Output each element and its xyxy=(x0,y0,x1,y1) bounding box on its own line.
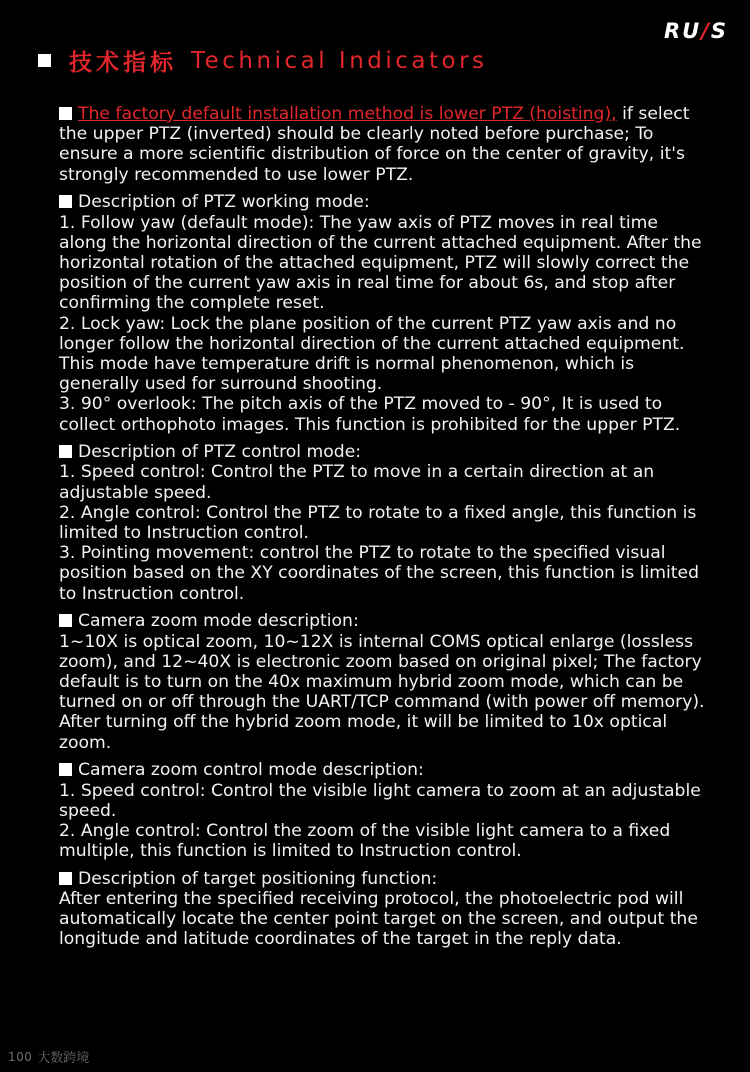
section-ptz-working-mode xyxy=(59,192,709,434)
section-heading: Camera zoom control mode description: xyxy=(59,760,709,780)
section-heading: Description of PTZ control mode: xyxy=(59,442,709,462)
section-camera-zoom-control xyxy=(59,760,709,861)
square-bullet-icon xyxy=(59,614,72,627)
section-heading: Description of PTZ working mode: xyxy=(59,192,709,212)
section-installation xyxy=(59,104,709,185)
installation-paragraph xyxy=(59,104,709,185)
installation-note: if select the upper PTZ (inverted) should be clearly noted before purchase; To ensure a more scientific distribution of force on the center of gravity, it's strongly recommended to use lower PTZ. xyxy=(59,104,690,185)
list-item: 2. Angle control: Control the zoom of the visible light camera to a fixed multiple, this function is limited to Instruction control. xyxy=(59,820,671,862)
list-item: 2. Lock yaw: Lock the plane position of the current PTZ yaw axis and no longer follow the horizontal direction of the current attached equipment. This mode have temperature drift is normal phenomenon, which is generally used for surround shooting. xyxy=(59,313,685,395)
watermark-logo-icon: 100 xyxy=(8,1049,33,1064)
square-bullet-icon xyxy=(59,872,72,885)
page-title-cn: 技术指标 xyxy=(69,50,177,76)
installation-default-link[interactable]: The factory default installation method is lower PTZ (hoisting), xyxy=(78,104,617,124)
watermark xyxy=(8,1047,89,1066)
square-bullet-icon xyxy=(59,445,72,458)
section-camera-zoom-mode xyxy=(59,611,709,752)
list-item: 3. 90° overlook: The pitch axis of the PTZ moved to - 90°, It is used to collect orthophoto images. This function is prohibited for the upper PTZ. xyxy=(59,394,681,435)
page-title-en: Technical Indicators xyxy=(191,47,488,74)
square-bullet-icon xyxy=(59,195,72,208)
section-heading: Camera zoom mode description: xyxy=(59,611,709,631)
section-ptz-control-mode xyxy=(59,442,709,604)
list-item: 2. Angle control: Control the PTZ to rotate to a fixed angle, this function is limited to Instruction control. xyxy=(59,502,697,544)
square-bullet-icon xyxy=(59,763,72,776)
section-body: 1~10X is optical zoom, 10~12X is internal COMS optical enlarge (lossless zoom), and 12~40X is electronic zoom based on original pixel; The factory default is to turn on the 40x maximum hybrid zoom mode, which can be turned on or off through the UART/TCP command (with power off memory). After turning off the hybrid zoom mode, it will be limited to 10x optical zoom. xyxy=(59,631,705,753)
square-bullet-icon xyxy=(38,54,51,67)
list-item: 1. Speed control: Control the PTZ to move in a certain direction at an adjustable speed. xyxy=(59,462,655,503)
spec-content xyxy=(59,104,709,957)
section-target-positioning xyxy=(59,869,709,950)
section-heading: Description of target positioning function: xyxy=(59,869,709,889)
brand-logo-text: RU/S xyxy=(663,19,728,43)
list-item: 1. Follow yaw (default mode): The yaw axis of PTZ moves in real time along the horizontal direction of the current attached equipment. After the horizontal rotation of the attached equipment, PTZ will slowly correct the position of the current yaw axis in real time for about 6s, and stop after confirming the complete reset. xyxy=(59,212,702,314)
watermark-text: 大数跨境 xyxy=(37,1051,90,1066)
list-item: 1. Speed control: Control the visible light camera to zoom at an adjustable speed. xyxy=(59,780,701,821)
page-header xyxy=(38,44,488,77)
square-bullet-icon xyxy=(59,107,72,120)
list-item: 3. Pointing movement: control the PTZ to rotate to the specified visual position based on the XY coordinates of the screen, this function is limited to Instruction control. xyxy=(59,543,699,604)
section-body: After entering the specified receiving protocol, the photoelectric pod will automatically locate the center point target on the screen, and output the longitude and latitude coordinates of the target in the reply data. xyxy=(59,889,698,950)
brand-logo xyxy=(664,20,728,42)
